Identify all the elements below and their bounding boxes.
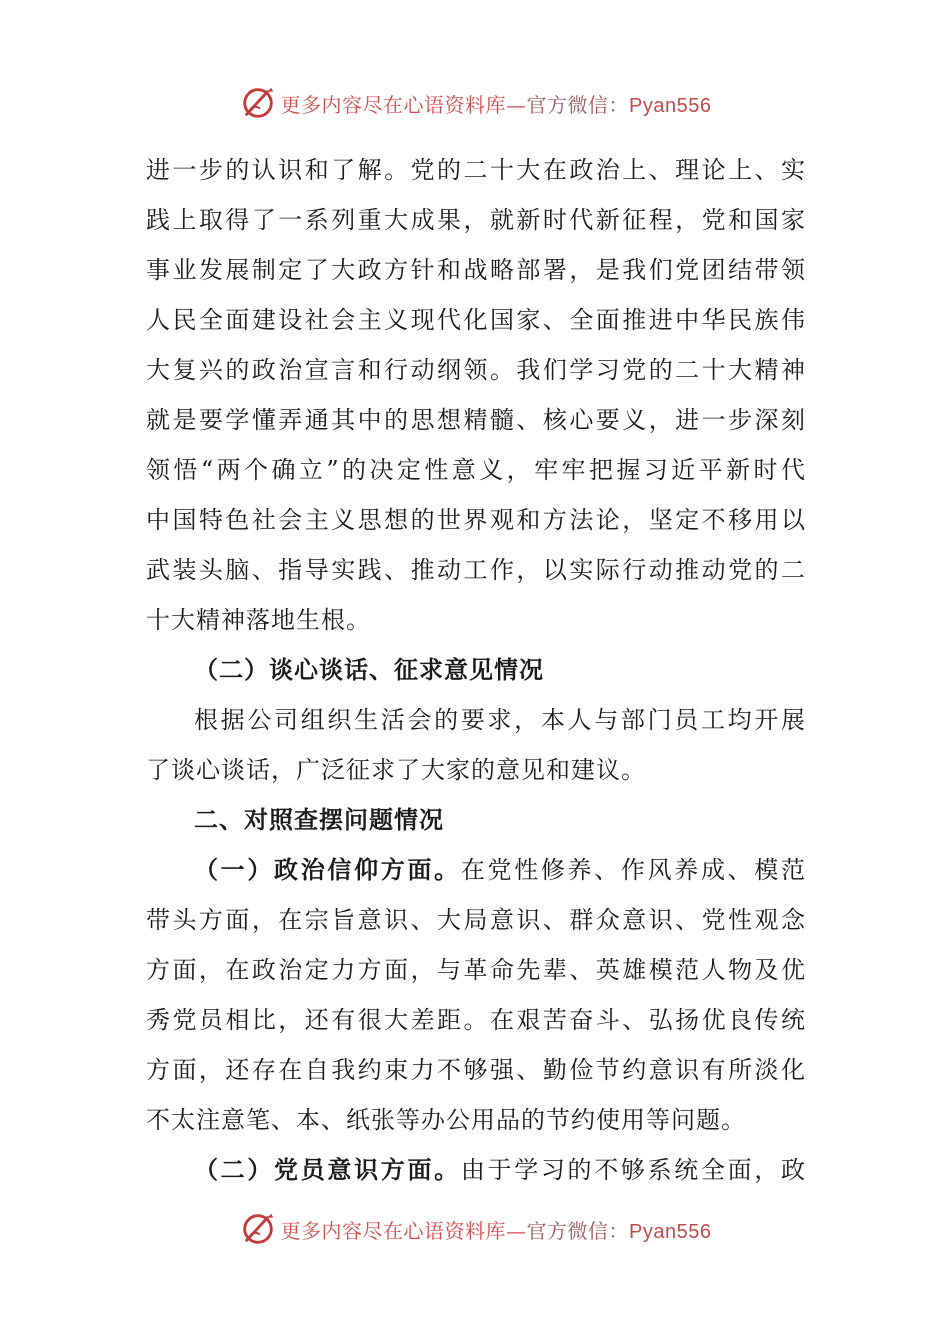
- section-heading-issues: 二、对照查摆问题情况: [194, 806, 444, 834]
- footer-separator: —: [506, 1218, 527, 1243]
- text-run: 由于学习的不够系统全面，政: [460, 1156, 807, 1184]
- text-line: 方面，在政治定力方面，与革命先辈、英雄模范人物及优: [146, 956, 806, 984]
- footer-watermark-banner: [0, 1204, 950, 1254]
- text-line: 武装头脑、指导实践、推动工作，以实际行动推动党的二: [146, 556, 806, 584]
- text-line: 不太注意笔、本、纸张等办公用品的节约使用等问题。: [146, 1106, 746, 1134]
- pen-circle-logo-icon: [239, 1210, 277, 1248]
- paragraph-study: [146, 145, 806, 645]
- text-line: 就是要学懂弄通其中的思想精髓、核心要义，进一步深刻: [146, 406, 806, 434]
- bold-lead-politics: （一）政治信仰方面。: [194, 856, 461, 884]
- text-line: 秀党员相比，还有很大差距。在艰苦奋斗、弘扬优良传统: [146, 1006, 806, 1034]
- text-line-with-lead: [146, 1145, 806, 1195]
- paragraph-politics: [146, 845, 806, 1145]
- text-line-with-lead: [146, 845, 806, 895]
- text-line: 十大精神落地生根。: [146, 606, 371, 634]
- footer-account-text: Pyan556: [629, 1220, 712, 1243]
- text-run: 在党性修养、作风养成、模范: [460, 856, 807, 884]
- pen-circle-logo-icon: [239, 84, 277, 122]
- text-line: 大复兴的政治宣言和行动纲领。我们学习党的二十大精神: [146, 356, 806, 384]
- text-line: 带头方面，在宗旨意识、大局意识、群众意识、党性观念: [146, 906, 806, 934]
- footer-watermark-text: [281, 1215, 712, 1244]
- document-body: [146, 145, 806, 1195]
- header-watermark-banner: [0, 78, 950, 128]
- header-label-text: 官方微信：: [526, 92, 630, 117]
- footer-brand-text: 更多内容尽在心语资料库: [280, 1218, 507, 1243]
- text-line: 方面，还存在自我约束力不够强、勤俭节约意识有所淡化: [146, 1056, 806, 1084]
- text-line: 了谈心谈话，广泛征求了大家的意见和建议。: [146, 756, 646, 784]
- text-line: 中国特色社会主义思想的世界观和方法论，坚定不移用以: [146, 506, 806, 534]
- header-account-text: Pyan556: [629, 94, 712, 117]
- text-line: 践上取得了一系列重大成果，就新时代新征程，党和国家: [146, 206, 806, 234]
- footer-label-text: 官方微信：: [526, 1218, 630, 1243]
- paragraph-member: [146, 1145, 806, 1195]
- text-line: 根据公司组织生活会的要求，本人与部门员工均开展: [194, 706, 806, 734]
- text-line: 人民全面建设社会主义现代化国家、全面推进中华民族伟: [146, 306, 806, 334]
- header-brand-text: 更多内容尽在心语资料库: [280, 92, 507, 117]
- text-line: 领悟“两个确立”的决定性意义，牢牢把握习近平新时代: [146, 456, 806, 484]
- header-watermark-text: [281, 89, 712, 118]
- paragraph-talk: [146, 695, 806, 795]
- section-heading-talk: （二）谈心谈话、征求意见情况: [194, 656, 544, 684]
- text-line: 事业发展制定了大政方针和战略部署，是我们党团结带领: [146, 256, 806, 284]
- text-line: 进一步的认识和了解。党的二十大在政治上、理论上、实: [146, 156, 806, 184]
- bold-lead-member: （二）党员意识方面。: [194, 1156, 461, 1184]
- header-separator: —: [506, 92, 527, 117]
